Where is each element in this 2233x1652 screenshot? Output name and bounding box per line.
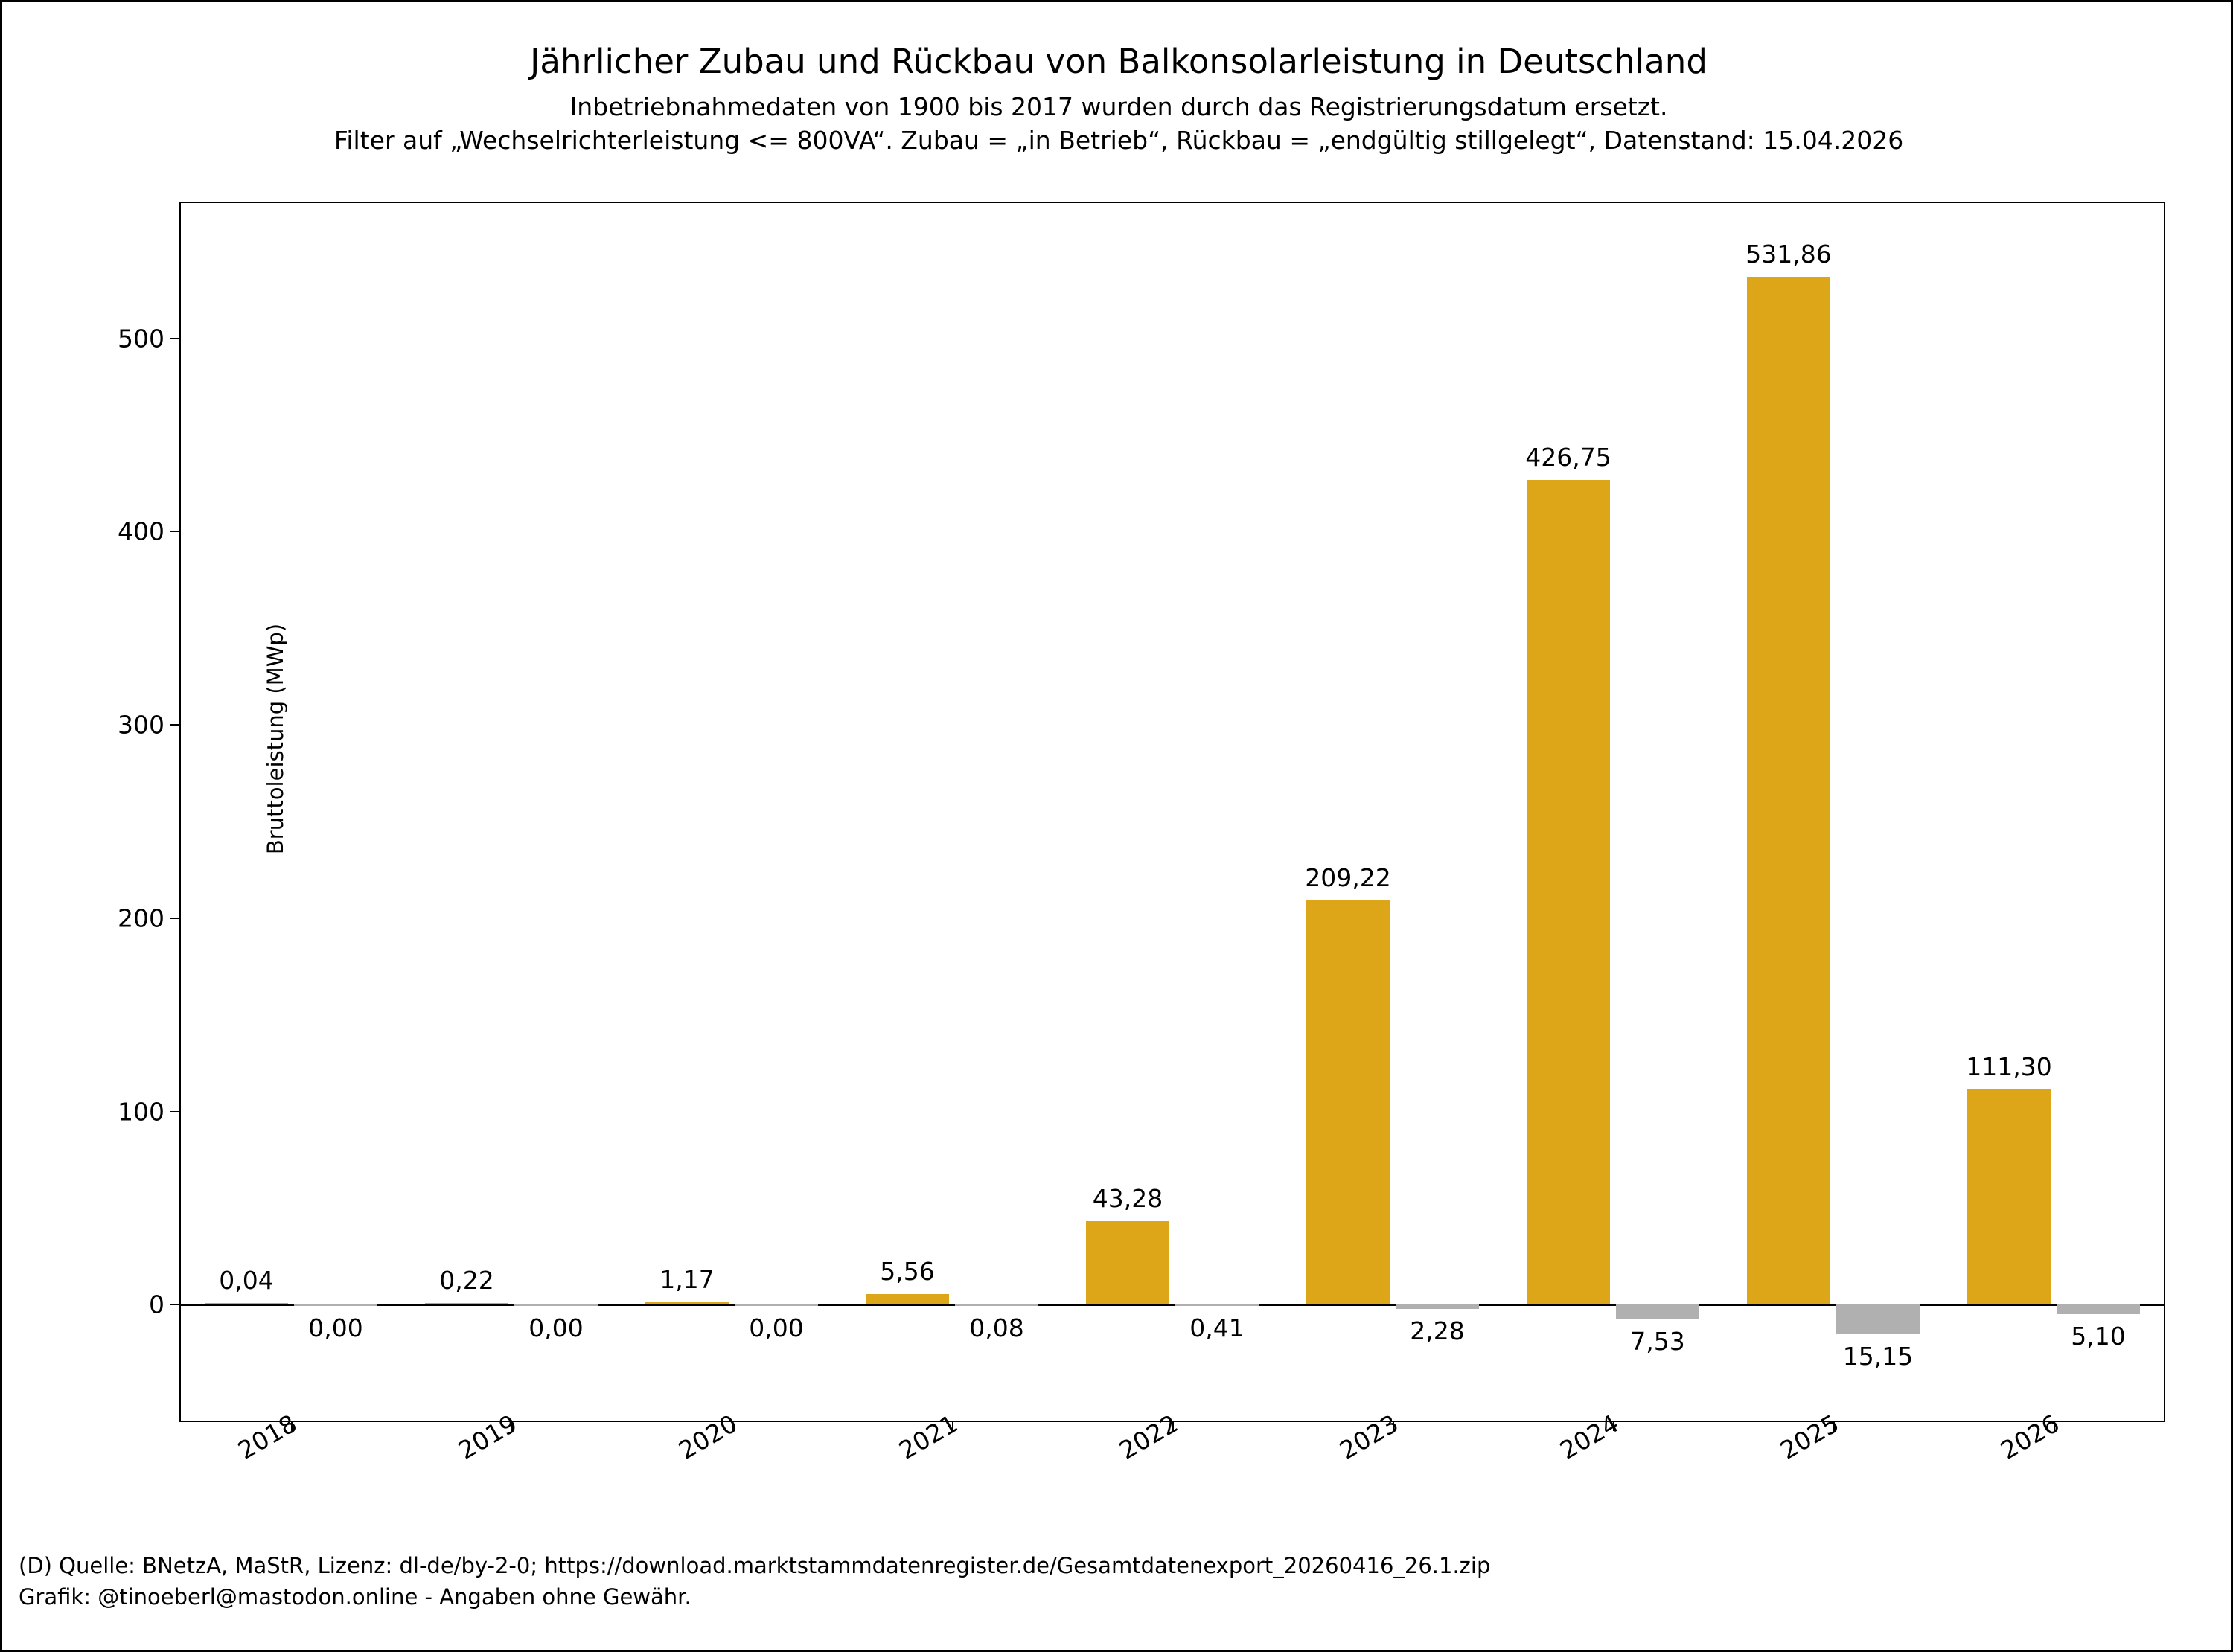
- bar-rueckbau: [294, 1304, 377, 1306]
- bar-value-label-zubau: 0,04: [219, 1266, 274, 1296]
- bar-value-label-rueckbau: 0,00: [528, 1313, 584, 1343]
- title-block: [2, 41, 2233, 157]
- y-tick-label: 500: [118, 324, 164, 353]
- footer-credit: Grafik: @tinoeberl@mastodon.online - Angaben ohne Gewähr.: [19, 1584, 691, 1610]
- bar-zubau: [1747, 277, 1830, 1304]
- bar-value-label-zubau: 43,28: [1092, 1183, 1163, 1213]
- y-axis-label: Bruttoleistung (MWp): [263, 623, 288, 855]
- chart-subtitle-line-2: Filter auf „Wechselrichterleistung <= 800VA“. Zubau = „in Betrieb“, Rückbau = „endgültig stillgelegt“, Datenstand: 15.04.2026: [333, 126, 1904, 155]
- y-tick-mark: [170, 724, 181, 726]
- bar-rueckbau: [514, 1304, 598, 1306]
- bar-value-label-zubau: 111,30: [1966, 1052, 2052, 1082]
- bar-zubau: [1306, 900, 1390, 1304]
- bar-value-label-rueckbau: 5,10: [2071, 1322, 2126, 1351]
- footer: [19, 1550, 2177, 1613]
- bar-value-label-zubau: 1,17: [659, 1265, 715, 1295]
- bar-rueckbau: [1616, 1304, 1699, 1319]
- bar-value-label-zubau: 209,22: [1305, 862, 1391, 892]
- y-tick-mark: [170, 338, 181, 339]
- bar-zubau: [1086, 1221, 1169, 1304]
- bar-value-label-zubau: 426,75: [1525, 442, 1611, 472]
- y-tick-mark: [170, 918, 181, 919]
- y-tick-label: 0: [149, 1290, 164, 1319]
- bar-zubau: [1967, 1089, 2051, 1304]
- x-tick-label: 2026: [1996, 1409, 2065, 1465]
- y-tick-label: 300: [118, 710, 164, 740]
- bar-value-label-rueckbau: 0,00: [749, 1313, 804, 1343]
- x-tick-label: 2021: [894, 1409, 963, 1465]
- bar-rueckbau: [735, 1304, 818, 1306]
- x-tick-label: 2023: [1335, 1409, 1404, 1465]
- x-tick-label: 2022: [1114, 1409, 1183, 1465]
- x-tick-label: 2024: [1555, 1409, 1624, 1465]
- bar-value-label-zubau: 531,86: [1745, 240, 1832, 269]
- page-title: Jährlicher Zubau und Rückbau von Balkonsolarleistung in Deutschland: [530, 42, 1708, 81]
- bar-rueckbau: [955, 1304, 1038, 1306]
- plot-area: [118, 202, 2165, 1465]
- x-tick-label: 2025: [1775, 1409, 1844, 1465]
- y-tick-mark: [170, 1304, 181, 1305]
- y-tick-label: 200: [118, 903, 164, 933]
- bar-rueckbau: [1175, 1304, 1259, 1306]
- bar-value-label-rueckbau: 7,53: [1630, 1326, 1685, 1356]
- bar-zubau: [1527, 480, 1610, 1304]
- y-tick-mark: [170, 531, 181, 532]
- bar-value-label-rueckbau: 2,28: [1410, 1316, 1465, 1346]
- bar-value-label-rueckbau: 0,00: [308, 1313, 363, 1343]
- bar-rueckbau: [1396, 1304, 1479, 1309]
- bar-zubau: [425, 1303, 508, 1304]
- y-tick-mark: [170, 1111, 181, 1112]
- bar-value-label-rueckbau: 0,08: [969, 1313, 1024, 1343]
- bar-zubau: [645, 1302, 729, 1304]
- bar-zubau: [866, 1294, 949, 1304]
- y-tick-label: 400: [118, 516, 164, 546]
- bar-rueckbau: [2057, 1304, 2140, 1314]
- y-tick-label: 100: [118, 1097, 164, 1126]
- bar-zubau: [205, 1303, 288, 1304]
- bar-rueckbau: [1836, 1304, 1920, 1334]
- footer-source: (D) Quelle: BNetzA, MaStR, Lizenz: dl-de/by-2-0; https://download.marktstammdatenregister.de/Gesamtdatenexport_20260416_26.1.zip: [19, 1553, 1491, 1578]
- x-tick-label: 2019: [453, 1409, 523, 1465]
- bar-value-label-rueckbau: 15,15: [1842, 1341, 1914, 1371]
- chart-subtitle-line-1: Inbetriebnahmedaten von 1900 bis 2017 wurden durch das Registrierungsdatum ersetzt.: [569, 92, 1668, 121]
- x-tick-label: 2018: [233, 1409, 302, 1465]
- x-tick-label: 2020: [674, 1409, 743, 1465]
- bar-value-label-zubau: 5,56: [880, 1256, 935, 1286]
- bar-value-label-rueckbau: 0,41: [1189, 1313, 1245, 1343]
- bar-value-label-zubau: 0,22: [439, 1266, 494, 1296]
